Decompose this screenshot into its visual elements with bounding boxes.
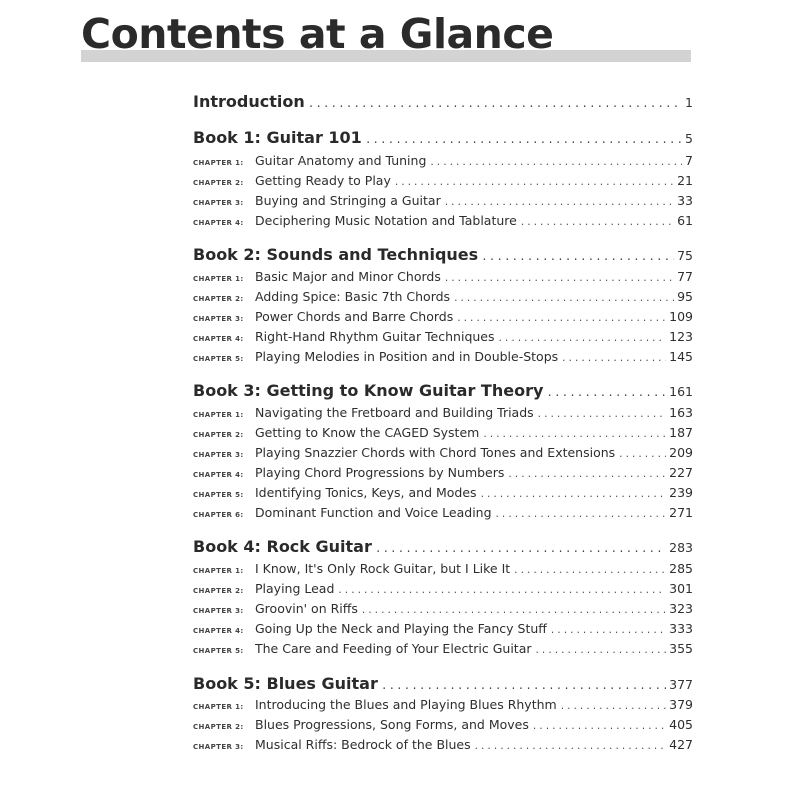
dot-leader bbox=[456, 314, 666, 324]
toc-chapter[interactable] bbox=[193, 465, 693, 480]
dot-leader bbox=[444, 198, 674, 208]
chapter-title: Basic Major and Minor Chords bbox=[255, 269, 441, 284]
toc-chapter[interactable] bbox=[193, 329, 693, 344]
dot-leader bbox=[537, 410, 666, 420]
toc-chapter[interactable] bbox=[193, 697, 693, 712]
dot-leader bbox=[560, 702, 666, 712]
dot-leader bbox=[308, 99, 682, 111]
book-title: Book 3: Getting to Know Guitar Theory bbox=[193, 381, 544, 400]
page-number: 271 bbox=[669, 505, 693, 520]
toc-chapter[interactable] bbox=[193, 153, 693, 168]
dot-leader bbox=[495, 510, 667, 520]
dot-leader bbox=[482, 430, 666, 440]
page-number: 21 bbox=[677, 173, 693, 188]
dot-leader bbox=[394, 178, 674, 188]
dot-leader bbox=[513, 566, 666, 576]
chapter-title: Going Up the Neck and Playing the Fancy Stuff bbox=[255, 621, 547, 636]
toc-chapter[interactable] bbox=[193, 193, 693, 208]
toc-chapter[interactable] bbox=[193, 581, 693, 596]
book-title: Book 5: Blues Guitar bbox=[193, 674, 378, 693]
page-number: 323 bbox=[669, 601, 693, 616]
chapter-label: CHAPTER 4: bbox=[193, 219, 244, 227]
chapter-label: CHAPTER 4: bbox=[193, 471, 244, 479]
chapter-title: Playing Lead bbox=[255, 581, 335, 596]
page-number: 333 bbox=[669, 621, 693, 636]
chapter-label: CHAPTER 3: bbox=[193, 743, 244, 751]
chapter-title: Playing Chord Progressions by Numbers bbox=[255, 465, 505, 480]
chapter-title: Playing Snazzier Chords with Chord Tones and Extensions bbox=[255, 445, 616, 460]
toc-entry-introduction[interactable] bbox=[193, 92, 693, 111]
dot-leader bbox=[618, 450, 666, 460]
chapter-label: CHAPTER 1: bbox=[193, 159, 244, 167]
chapter-title: Identifying Tonics, Keys, and Modes bbox=[255, 485, 477, 500]
page-number: 1 bbox=[685, 95, 693, 110]
toc-chapter[interactable] bbox=[193, 485, 693, 500]
page-number: 405 bbox=[669, 717, 693, 732]
page-number: 109 bbox=[669, 309, 693, 324]
chapter-label: CHAPTER 2: bbox=[193, 179, 244, 187]
toc-chapter[interactable] bbox=[193, 213, 693, 228]
page-number: 285 bbox=[669, 561, 693, 576]
toc-chapter[interactable] bbox=[193, 717, 693, 732]
chapter-label: CHAPTER 1: bbox=[193, 275, 244, 283]
dot-leader bbox=[474, 742, 667, 752]
book-title: Book 2: Sounds and Techniques bbox=[193, 245, 479, 264]
dot-leader bbox=[507, 470, 666, 480]
toc-chapter[interactable] bbox=[193, 289, 693, 304]
toc-book-1[interactable] bbox=[193, 128, 693, 147]
toc-chapter[interactable] bbox=[193, 173, 693, 188]
dot-leader bbox=[444, 274, 674, 284]
page-title: Contents at a Glance bbox=[81, 10, 554, 58]
chapter-label: CHAPTER 5: bbox=[193, 647, 244, 655]
toc-book-2[interactable] bbox=[193, 245, 693, 264]
toc-chapter[interactable] bbox=[193, 737, 693, 752]
dot-leader bbox=[481, 252, 674, 264]
dot-leader bbox=[381, 681, 666, 693]
chapter-label: CHAPTER 4: bbox=[193, 335, 244, 343]
dot-leader bbox=[337, 586, 666, 596]
dot-leader bbox=[520, 218, 674, 228]
chapter-label: CHAPTER 5: bbox=[193, 491, 244, 499]
chapter-title: Musical Riffs: Bedrock of the Blues bbox=[255, 737, 471, 752]
chapter-title: Power Chords and Barre Chords bbox=[255, 309, 454, 324]
page-number: 379 bbox=[669, 697, 693, 712]
page-number: 187 bbox=[669, 425, 693, 440]
page-number: 33 bbox=[677, 193, 693, 208]
intro-title: Introduction bbox=[193, 92, 305, 111]
chapter-title: Buying and Stringing a Guitar bbox=[255, 193, 441, 208]
chapter-title: I Know, It's Only Rock Guitar, but I Like It bbox=[255, 561, 511, 576]
dot-leader bbox=[429, 158, 682, 168]
chapter-label: CHAPTER 5: bbox=[193, 355, 244, 363]
toc-chapter[interactable] bbox=[193, 445, 693, 460]
dot-leader bbox=[546, 388, 666, 400]
chapter-title: Dominant Function and Voice Leading bbox=[255, 505, 492, 520]
chapter-title: Adding Spice: Basic 7th Chords bbox=[255, 289, 451, 304]
chapter-label: CHAPTER 1: bbox=[193, 567, 244, 575]
chapter-title: Guitar Anatomy and Tuning bbox=[255, 153, 427, 168]
toc-book-4[interactable] bbox=[193, 537, 693, 556]
chapter-label: CHAPTER 1: bbox=[193, 703, 244, 711]
page-number: 227 bbox=[669, 465, 693, 480]
chapter-label: CHAPTER 2: bbox=[193, 295, 244, 303]
dot-leader bbox=[498, 334, 667, 344]
page-number: 377 bbox=[669, 677, 693, 692]
chapter-label: CHAPTER 2: bbox=[193, 723, 244, 731]
chapter-title: The Care and Feeding of Your Electric Guitar bbox=[255, 641, 532, 656]
toc-chapter[interactable] bbox=[193, 349, 693, 364]
dot-leader bbox=[453, 294, 674, 304]
page-number: 77 bbox=[677, 269, 693, 284]
chapter-label: CHAPTER 4: bbox=[193, 627, 244, 635]
chapter-title: Navigating the Fretboard and Building Triads bbox=[255, 405, 534, 420]
dot-leader bbox=[480, 490, 667, 500]
page-number: 239 bbox=[669, 485, 693, 500]
chapter-title: Playing Melodies in Position and in Double-Stops bbox=[255, 349, 559, 364]
toc-chapter[interactable] bbox=[193, 641, 693, 656]
dot-leader bbox=[375, 544, 666, 556]
chapter-label: CHAPTER 3: bbox=[193, 199, 244, 207]
chapter-label: CHAPTER 3: bbox=[193, 315, 244, 323]
page-number: 209 bbox=[669, 445, 693, 460]
toc-chapter[interactable] bbox=[193, 601, 693, 616]
page-number: 123 bbox=[669, 329, 693, 344]
chapter-label: CHAPTER 3: bbox=[193, 451, 244, 459]
page-number: 95 bbox=[677, 289, 693, 304]
dot-leader bbox=[361, 606, 666, 616]
chapter-title: Right-Hand Rhythm Guitar Techniques bbox=[255, 329, 495, 344]
chapter-title: Getting Ready to Play bbox=[255, 173, 391, 188]
toc-book-5[interactable] bbox=[193, 674, 693, 693]
chapter-title: Blues Progressions, Song Forms, and Moves bbox=[255, 717, 529, 732]
chapter-title: Introducing the Blues and Playing Blues Rhythm bbox=[255, 697, 557, 712]
page-number: 301 bbox=[669, 581, 693, 596]
chapter-title: Getting to Know the CAGED System bbox=[255, 425, 480, 440]
toc-chapter[interactable] bbox=[193, 425, 693, 440]
page-number: 163 bbox=[669, 405, 693, 420]
chapter-label: CHAPTER 3: bbox=[193, 607, 244, 615]
chapter-label: CHAPTER 2: bbox=[193, 587, 244, 595]
toc-chapter[interactable] bbox=[193, 309, 693, 324]
dot-leader bbox=[561, 354, 666, 364]
dot-leader bbox=[550, 626, 666, 636]
toc-chapter[interactable] bbox=[193, 561, 693, 576]
page-number: 75 bbox=[677, 248, 693, 263]
page-number: 355 bbox=[669, 641, 693, 656]
toc-chapter[interactable] bbox=[193, 405, 693, 420]
book-title: Book 1: Guitar 101 bbox=[193, 128, 362, 147]
dot-leader bbox=[535, 646, 667, 656]
page-number: 283 bbox=[669, 540, 693, 555]
toc-chapter[interactable] bbox=[193, 269, 693, 284]
toc-chapter[interactable] bbox=[193, 505, 693, 520]
toc-book-3[interactable] bbox=[193, 381, 693, 400]
chapter-title: Deciphering Music Notation and Tablature bbox=[255, 213, 517, 228]
page-number: 61 bbox=[677, 213, 693, 228]
chapter-label: CHAPTER 6: bbox=[193, 511, 244, 519]
chapter-label: CHAPTER 2: bbox=[193, 431, 244, 439]
page-number: 5 bbox=[685, 131, 693, 146]
dot-leader bbox=[532, 722, 666, 732]
chapter-title: Groovin' on Riffs bbox=[255, 601, 358, 616]
page-number: 7 bbox=[685, 153, 693, 168]
book-title: Book 4: Rock Guitar bbox=[193, 537, 372, 556]
toc-chapter[interactable] bbox=[193, 621, 693, 636]
page-number: 161 bbox=[669, 384, 693, 399]
page-number: 427 bbox=[669, 737, 693, 752]
dot-leader bbox=[365, 135, 682, 147]
page-number: 145 bbox=[669, 349, 693, 364]
chapter-label: CHAPTER 1: bbox=[193, 411, 244, 419]
